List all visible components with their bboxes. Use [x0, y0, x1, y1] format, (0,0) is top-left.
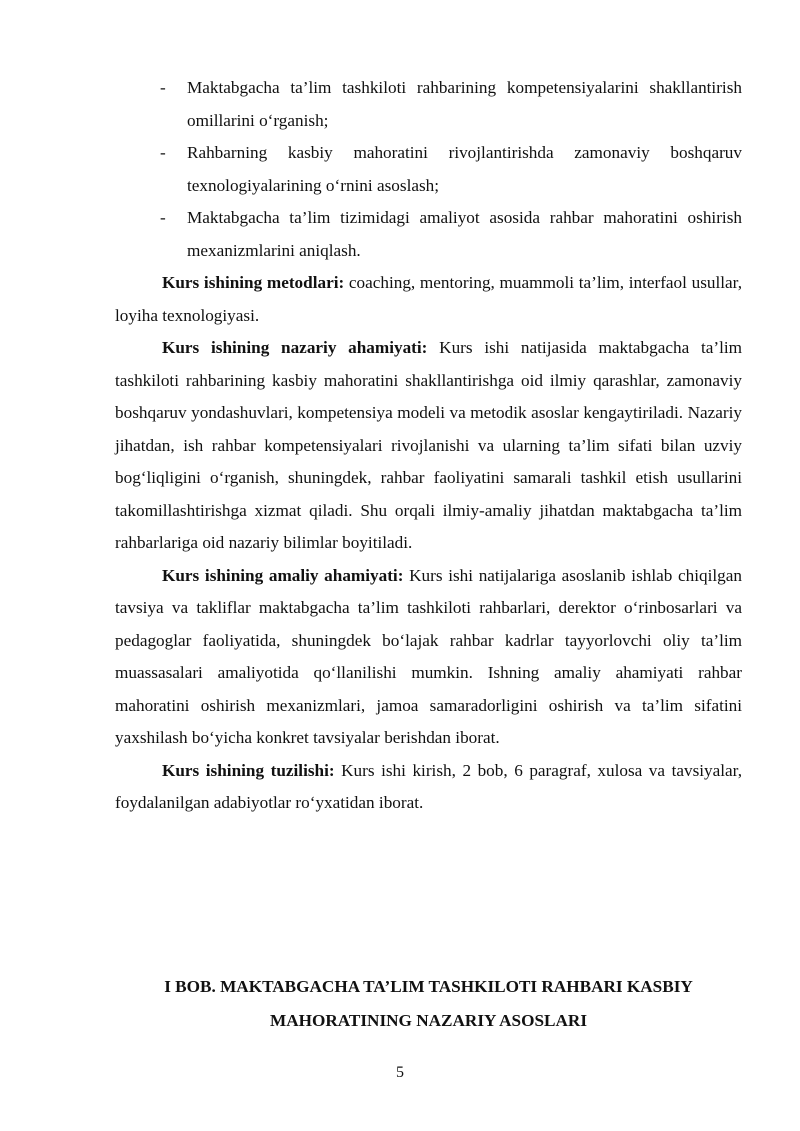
theoretical-significance-paragraph	[115, 332, 742, 560]
list-item	[160, 72, 742, 137]
list-dash: -	[160, 208, 166, 227]
paragraph-label: Kurs ishining tuzilishi:	[162, 760, 335, 780]
paragraph-text: Kurs ishi natijalariga asoslanib ishlab chiqilgan tavsiya va takliflar maktabgacha ta’lim tashkiloti rahbarlari, derektor o‘rinbosarlari va pedagoglar faoliyatida, shuningdek bo‘lajak rahbar kadrlar tayyorlovchi oliy ta’lim muassasalari amaliyotida qo‘llanilishi mumkin. Ishning amaliy ahamiyati rahbar mahoratini oshirish mexanizmlari, jamoa samaradorligini oshirish va ta’lim sifatini yaxshilash bo‘yicha konkret tavsiyalar berishdan iborat.	[115, 565, 742, 747]
methods-paragraph	[115, 267, 742, 332]
list-item	[160, 202, 742, 267]
list-item	[160, 137, 742, 202]
structure-paragraph	[115, 755, 742, 820]
list-item-text: Rahbarning kasbiy mahoratini rivojlantirishda zamonaviy boshqaruv texnologiyalarining o‘rnini asoslash;	[187, 143, 742, 195]
page-number: 5	[396, 1064, 404, 1081]
objectives-list	[160, 72, 742, 267]
paragraph-label: Kurs ishining nazariy ahamiyati:	[162, 338, 428, 357]
chapter-heading-line: MAHORATINING NAZARIY ASOSLARI	[269, 1011, 588, 1030]
paragraph-text: coaching, mentoring, muammoli ta’lim, interfaol usullar, loyiha texnologiyasi.	[115, 273, 742, 325]
paragraph-text: Kurs ishi natijasida maktabgacha ta’lim tashkiloti rahbarining kasbiy mahoratini shakllantirishga oid ilmiy qarashlar, zamonaviy boshqaruv yondashuvlari, kompetensiya modeli va metodik asoslar kengaytiriladi. Nazariy jihatdan, ish rahbar kompetensiyalari rivojlanishi va ularning ta’lim sifati bilan uzviy bog‘liqligini o‘rganish, shuningdek, rahbar faoliyatini samarali tashkil etish usullarini takomillashtirishga xizmat qiladi. Shu orqali ilmiy-amaliy jihatdan maktabgacha ta’lim rahbarlariga oid nazariy bilimlar boyitiladi.	[115, 338, 743, 552]
list-dash: -	[160, 78, 166, 97]
list-item-text: Maktabgacha ta’lim tashkiloti rahbarining kompetensiyalarini shakllantirish omillarini o‘rganish;	[187, 78, 742, 130]
list-item-text: Maktabgacha ta’lim tizimidagi amaliyot asosida rahbar mahoratini oshirish mexanizmlarini aniqlash.	[187, 208, 742, 260]
paragraph-label: Kurs ishining metodlari:	[162, 273, 345, 292]
body-text	[115, 267, 742, 820]
list-dash: -	[160, 143, 166, 162]
paragraph-label: Kurs ishining amaliy ahamiyati:	[162, 565, 404, 585]
chapter-heading-line: I BOB. MAKTABGACHA TA’LIM TASHKILOTI RAHBARI KASBIY	[164, 977, 693, 996]
chapter-heading	[115, 970, 742, 1038]
practical-significance-paragraph	[115, 560, 742, 755]
paragraph-text: Kurs ishi kirish, 2 bob, 6 paragraf, xulosa va tavsiyalar, foydalanilgan adabiyotlar ro‘yxatidan iborat.	[115, 760, 742, 812]
